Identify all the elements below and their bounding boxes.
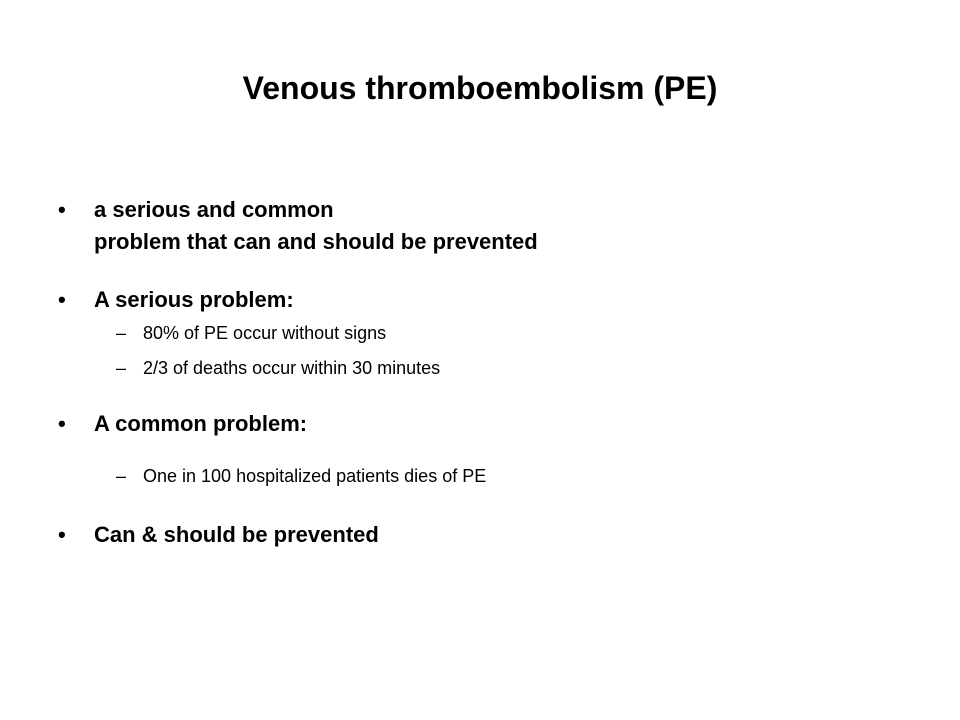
dash-glyph: – <box>116 323 127 343</box>
bullet-glyph: • <box>58 287 66 312</box>
bullet-glyph: • <box>58 522 66 547</box>
bullet-glyph: • <box>58 411 66 436</box>
bullet-text-line-2: problem that can and should be prevented <box>94 229 538 254</box>
bullet-text: A common problem: <box>94 411 308 436</box>
dash-glyph: – <box>116 358 127 378</box>
dash-glyph: – <box>116 466 127 486</box>
bullet-glyph: • <box>58 197 66 222</box>
bullet-text: Can & should be prevented <box>94 522 379 547</box>
sub-item-text: One in 100 hospitalized patients dies of PE <box>143 466 487 486</box>
bullet-text-line-1: a serious and common <box>94 197 334 222</box>
slide-title: Venous thromboembolism (PE) <box>242 70 718 106</box>
sub-item-text: 2/3 of deaths occur within 30 minutes <box>143 358 441 378</box>
bullet-text: A serious problem: <box>94 287 294 312</box>
sub-item-text: 80% of PE occur without signs <box>143 323 387 343</box>
